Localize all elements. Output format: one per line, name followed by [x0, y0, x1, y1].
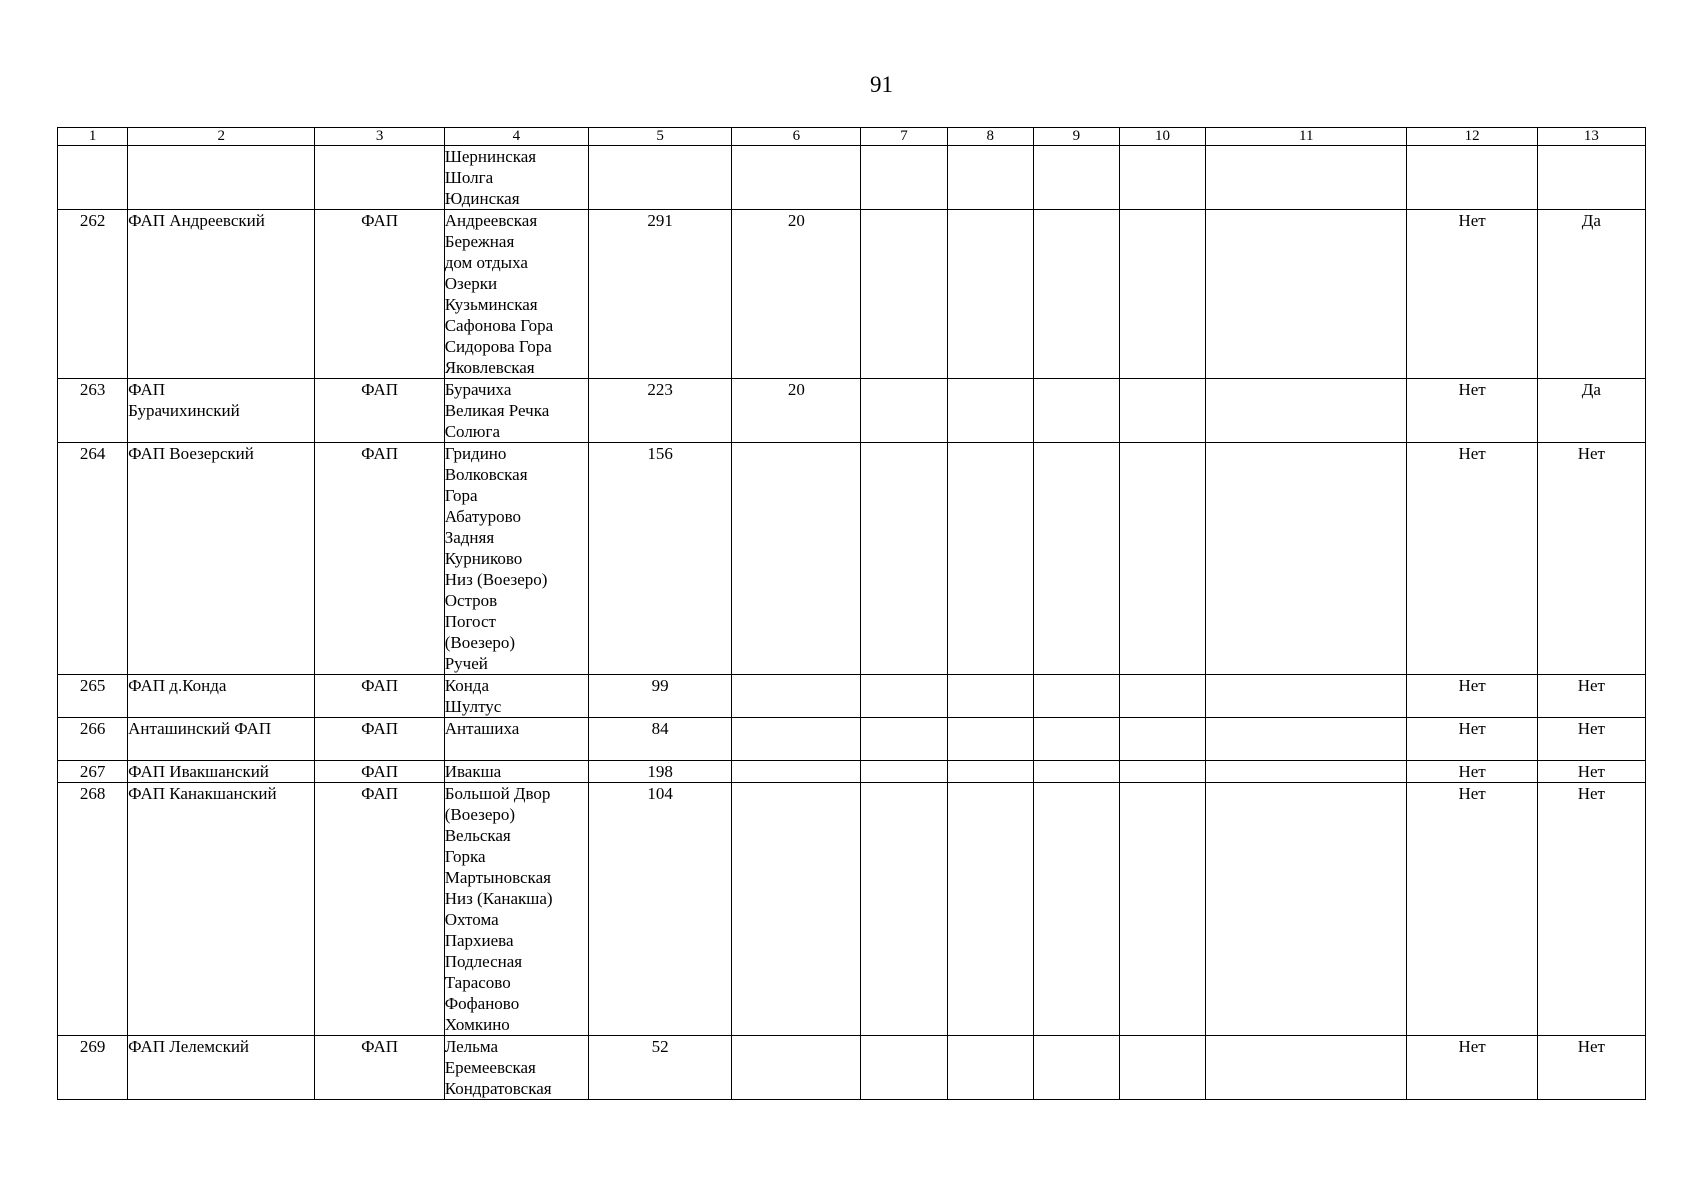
column-13-value: Нет — [1537, 1036, 1645, 1100]
column-12-value: Нет — [1407, 379, 1537, 443]
column-11-cell — [1206, 718, 1407, 761]
column-header: 5 — [588, 128, 731, 146]
table-row — [58, 783, 1646, 1036]
column-13-value — [1537, 146, 1645, 210]
column-header: 4 — [444, 128, 588, 146]
column-9-cell — [1033, 761, 1119, 783]
settlements-list-line: Юдинская — [444, 189, 520, 208]
settlements-list-line: Бережная — [444, 232, 515, 251]
column-9-cell — [1033, 783, 1119, 1036]
facilities-table — [57, 127, 1646, 1100]
facility-type: ФАП — [315, 761, 444, 783]
column-11-cell — [1206, 675, 1407, 718]
column-13-value: Нет — [1537, 761, 1645, 783]
settlements-list-line: Андреевская — [444, 211, 538, 230]
table-row — [58, 675, 1646, 718]
column-7-cell — [861, 146, 947, 210]
column-6-value — [732, 718, 861, 761]
settlements-list-line: Озерки — [444, 274, 498, 293]
settlements-list-line: Бурачиха — [444, 380, 512, 399]
settlements-list-line: Гридино — [444, 444, 507, 463]
facility-name-line: ФАП Ивакшанский — [128, 762, 269, 781]
column-7-cell — [861, 718, 947, 761]
population-value: 84 — [588, 718, 731, 761]
column-12-value — [1407, 146, 1537, 210]
column-9-cell — [1033, 675, 1119, 718]
settlements-list-line: Ручей — [444, 654, 488, 673]
column-13-value: Нет — [1537, 783, 1645, 1036]
column-number-row — [58, 128, 1646, 146]
settlements-list-line: Еремеевская — [444, 1058, 536, 1077]
column-10-cell — [1119, 783, 1205, 1036]
settlements-list — [444, 1036, 588, 1100]
row-number: 265 — [58, 675, 128, 718]
column-8-cell — [947, 210, 1033, 379]
row-number — [58, 146, 128, 210]
column-header: 11 — [1206, 128, 1407, 146]
settlements-list — [444, 783, 588, 1036]
facility-name-line: Анташинский ФАП — [128, 719, 272, 738]
facility-type: ФАП — [315, 1036, 444, 1100]
column-11-cell — [1206, 443, 1407, 675]
page-number: 91 — [870, 72, 893, 97]
column-7-cell — [861, 783, 947, 1036]
column-7-cell — [861, 1036, 947, 1100]
column-6-value — [732, 783, 861, 1036]
column-10-cell — [1119, 379, 1205, 443]
table-row — [58, 379, 1646, 443]
population-value: 99 — [588, 675, 731, 718]
settlements-list-line: Волковская — [444, 465, 528, 484]
column-11-cell — [1206, 210, 1407, 379]
facility-name — [128, 675, 315, 718]
column-10-cell — [1119, 718, 1205, 761]
settlements-list — [444, 675, 588, 718]
facility-name — [128, 379, 315, 443]
table-row — [58, 1036, 1646, 1100]
table-row — [58, 718, 1646, 761]
facility-name-line: ФАП д.Конда — [128, 676, 227, 695]
facility-type: ФАП — [315, 379, 444, 443]
column-13-value: Нет — [1537, 718, 1645, 761]
facility-name-line: Бурачихинский — [128, 401, 240, 420]
column-11-cell — [1206, 783, 1407, 1036]
settlements-list-line: Лельма — [444, 1037, 499, 1056]
column-9-cell — [1033, 443, 1119, 675]
settlements-list-line: Вельская — [444, 826, 511, 845]
column-header: 8 — [947, 128, 1033, 146]
column-10-cell — [1119, 146, 1205, 210]
column-8-cell — [947, 718, 1033, 761]
row-number: 263 — [58, 379, 128, 443]
column-10-cell — [1119, 761, 1205, 783]
column-12-value: Нет — [1407, 675, 1537, 718]
facility-type: ФАП — [315, 675, 444, 718]
settlements-list — [444, 210, 588, 379]
facility-name-line: ФАП Лелемский — [128, 1037, 250, 1056]
column-7-cell — [861, 761, 947, 783]
column-header: 7 — [861, 128, 947, 146]
column-10-cell — [1119, 675, 1205, 718]
facility-type — [315, 146, 444, 210]
column-12-value: Нет — [1407, 210, 1537, 379]
table-row — [58, 443, 1646, 675]
column-10-cell — [1119, 443, 1205, 675]
settlements-list-line: Хомкино — [444, 1015, 510, 1034]
facility-name — [128, 146, 315, 210]
row-number: 262 — [58, 210, 128, 379]
facility-name — [128, 783, 315, 1036]
column-12-value: Нет — [1407, 718, 1537, 761]
settlements-list-line: Пархиева — [444, 931, 514, 950]
settlements-list — [444, 718, 588, 761]
row-number: 264 — [58, 443, 128, 675]
settlements-list-line: Кондратовская — [444, 1079, 552, 1098]
settlements-list — [444, 443, 588, 675]
settlements-list-line: Кузьминская — [444, 295, 538, 314]
facility-type: ФАП — [315, 783, 444, 1036]
population-value: 52 — [588, 1036, 731, 1100]
column-7-cell — [861, 675, 947, 718]
column-11-cell — [1206, 379, 1407, 443]
table-row — [58, 761, 1646, 783]
column-8-cell — [947, 761, 1033, 783]
column-8-cell — [947, 1036, 1033, 1100]
settlements-list-line: Охтома — [444, 910, 499, 929]
settlements-list — [444, 146, 588, 210]
facility-name-line: ФАП Воезерский — [128, 444, 254, 463]
column-7-cell — [861, 210, 947, 379]
column-header: 1 — [58, 128, 128, 146]
settlements-list-line: Фофаново — [444, 994, 520, 1013]
column-6-value — [732, 761, 861, 783]
column-11-cell — [1206, 761, 1407, 783]
population-value: 104 — [588, 783, 731, 1036]
row-number: 267 — [58, 761, 128, 783]
settlements-list-line: (Воезеро) — [444, 805, 516, 824]
settlements-list-line: Анташиха — [444, 719, 520, 738]
table-row — [58, 210, 1646, 379]
settlements-list-line: Шернинская — [444, 147, 537, 166]
facility-name — [128, 1036, 315, 1100]
settlements-list-line: дом отдыха — [444, 253, 528, 272]
column-7-cell — [861, 379, 947, 443]
settlements-list-line: Низ (Канакша) — [444, 889, 553, 908]
settlements-list-line: Тарасово — [444, 973, 511, 992]
column-10-cell — [1119, 210, 1205, 379]
settlements-list-line: Ивакша — [444, 762, 502, 781]
column-header: 3 — [315, 128, 444, 146]
row-number: 269 — [58, 1036, 128, 1100]
column-6-value — [732, 146, 861, 210]
facility-type: ФАП — [315, 210, 444, 379]
settlements-list-line: Низ (Воезеро) — [444, 570, 548, 589]
settlements-list-line: Великая Речка — [444, 401, 550, 420]
population-value — [588, 146, 731, 210]
column-8-cell — [947, 146, 1033, 210]
settlements-list-line: Сафонова Гора — [444, 316, 554, 335]
settlements-list-line: Мартыновская — [444, 868, 551, 887]
settlements-list-line: Горка — [444, 847, 486, 866]
column-6-value — [732, 1036, 861, 1100]
population-value: 198 — [588, 761, 731, 783]
settlements-list-line: Погост — [444, 612, 496, 631]
column-12-value: Нет — [1407, 1036, 1537, 1100]
settlements-list-line: Задняя — [444, 528, 495, 547]
table-row — [58, 146, 1646, 210]
column-7-cell — [861, 443, 947, 675]
settlements-list-line: Гора — [444, 486, 478, 505]
settlements-list-line: Сидорова Гора — [444, 337, 552, 356]
settlements-list-line: Абатурово — [444, 507, 521, 526]
settlements-list-line: Большой Двор — [444, 784, 551, 803]
facility-name — [128, 210, 315, 379]
settlements-list-line: Курниково — [444, 549, 523, 568]
settlements-list-line: Остров — [444, 591, 498, 610]
settlements-list — [444, 761, 588, 783]
facility-name-line: ФАП Андреевский — [128, 211, 265, 230]
column-11-cell — [1206, 146, 1407, 210]
settlements-list-line: Шолга — [444, 168, 494, 187]
column-9-cell — [1033, 718, 1119, 761]
facility-type: ФАП — [315, 443, 444, 675]
settlements-list-line: Конда — [444, 676, 489, 695]
column-8-cell — [947, 379, 1033, 443]
column-12-value: Нет — [1407, 783, 1537, 1036]
column-header: 13 — [1537, 128, 1645, 146]
row-number: 266 — [58, 718, 128, 761]
column-12-value: Нет — [1407, 761, 1537, 783]
column-header: 12 — [1407, 128, 1537, 146]
column-header: 10 — [1119, 128, 1205, 146]
population-value: 291 — [588, 210, 731, 379]
column-header: 2 — [128, 128, 315, 146]
facility-name — [128, 761, 315, 783]
facility-name — [128, 443, 315, 675]
column-12-value: Нет — [1407, 443, 1537, 675]
settlements-list-line: Шултус — [444, 697, 502, 716]
column-9-cell — [1033, 146, 1119, 210]
column-9-cell — [1033, 210, 1119, 379]
row-number: 268 — [58, 783, 128, 1036]
facility-name-line: ФАП Канакшанский — [128, 784, 277, 803]
population-value: 223 — [588, 379, 731, 443]
settlements-list-line: Солюга — [444, 422, 501, 441]
column-13-value: Нет — [1537, 443, 1645, 675]
population-value: 156 — [588, 443, 731, 675]
column-6-value: 20 — [732, 210, 861, 379]
column-6-value — [732, 675, 861, 718]
column-9-cell — [1033, 1036, 1119, 1100]
column-8-cell — [947, 783, 1033, 1036]
column-6-value — [732, 443, 861, 675]
facility-name — [128, 718, 315, 761]
facility-type: ФАП — [315, 718, 444, 761]
facility-name-line: ФАП — [128, 380, 166, 399]
column-13-value: Нет — [1537, 675, 1645, 718]
column-13-value: Да — [1537, 379, 1645, 443]
column-10-cell — [1119, 1036, 1205, 1100]
column-9-cell — [1033, 379, 1119, 443]
column-11-cell — [1206, 1036, 1407, 1100]
column-8-cell — [947, 443, 1033, 675]
column-6-value: 20 — [732, 379, 861, 443]
column-8-cell — [947, 675, 1033, 718]
settlements-list-line: (Воезеро) — [444, 633, 516, 652]
settlements-list-line: Подлесная — [444, 952, 523, 971]
column-header: 9 — [1033, 128, 1119, 146]
column-header: 6 — [732, 128, 861, 146]
column-13-value: Да — [1537, 210, 1645, 379]
settlements-list — [444, 379, 588, 443]
table-body — [58, 146, 1646, 1100]
settlements-list-line: Яковлевская — [444, 358, 535, 377]
